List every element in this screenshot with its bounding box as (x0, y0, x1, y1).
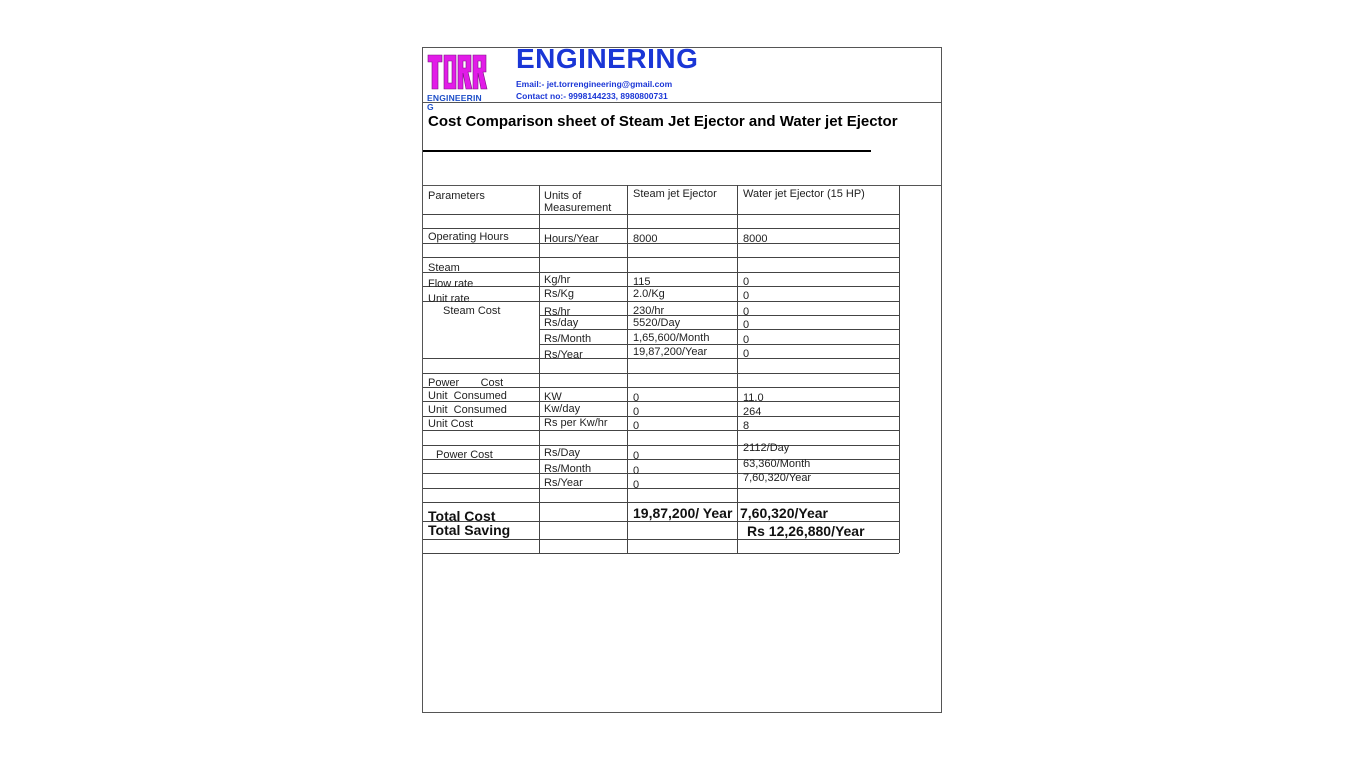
steam-cost-year: 19,87,200/Year (633, 346, 708, 358)
table-row-line (423, 430, 899, 431)
water-operating-hours: 8000 (743, 233, 768, 245)
water-unit-consumed-kw: 11.0 (743, 392, 764, 404)
table-row-line (423, 358, 899, 359)
unit-rs-per-kw-hr: Rs per Kw/hr (544, 417, 608, 429)
table-row-line (423, 286, 899, 287)
unit-rs-kg: Rs/Kg (544, 288, 574, 300)
unit-rs-day: Rs/day (544, 317, 579, 329)
unit-kg-hr: Kg/hr (544, 274, 571, 286)
unit-power-rs-day: Rs/Day (544, 447, 581, 459)
steam-cost-hr: 230/hr (633, 305, 665, 317)
table-row-line (423, 473, 899, 474)
column-header-units: Units of Measurement (544, 190, 612, 214)
param-unit-consumed-day: Unit Consumed (428, 404, 507, 416)
table-col-line (899, 185, 900, 553)
label-total-cost: Total Cost (428, 508, 496, 524)
brand-name: ENGINERING (516, 43, 699, 74)
steam-unit-rate: 2.0/Kg (633, 288, 665, 300)
param-flow-rate: Flow rate (428, 278, 474, 290)
unit-power-rs-month: Rs/Month (544, 463, 592, 475)
table-row-line (423, 502, 899, 503)
param-unit-rate: Unit rate (428, 293, 470, 305)
cost-comparison-table (423, 48, 941, 712)
table-row-line (423, 257, 899, 258)
steam-operating-hours: 8000 (633, 233, 658, 245)
unit-kw-day: Kw/day (544, 403, 581, 415)
table-row-line (539, 344, 899, 345)
section-power-cost: Power Cost (428, 377, 504, 389)
steam-cost-month: 1,65,600/Month (633, 332, 710, 344)
unit-kw: KW (544, 391, 562, 403)
table-row-line (423, 416, 899, 417)
table-row-line (423, 301, 899, 302)
unit-power-rs-year: Rs/Year (544, 477, 583, 489)
section-steam: Steam (428, 262, 460, 274)
water-total-cost: 7,60,320/Year (740, 505, 828, 521)
unit-hours-year: Hours/Year (544, 233, 599, 245)
steam-unit-consumed-day: 0 (633, 406, 640, 418)
table-row-line (423, 373, 899, 374)
contact-email: Email:- jet.torrengineering@gmail.com (516, 79, 673, 89)
water-flow-rate: 0 (743, 276, 750, 288)
table-row-line (423, 272, 899, 273)
unit-rs-hr: Rs/hr (544, 306, 571, 318)
label-total-saving: Total Saving (428, 522, 511, 538)
table-row-line (539, 329, 899, 330)
water-cost-day: 0 (743, 319, 750, 331)
steam-power-cost-year: 0 (633, 479, 640, 491)
water-cost-month: 0 (743, 334, 750, 346)
water-power-cost-year: 7,60,320/Year (743, 472, 812, 484)
table-col-line (627, 185, 628, 553)
steam-total-cost: 19,87,200/ Year (633, 505, 733, 521)
steam-cost-day: 5520/Day (633, 317, 681, 329)
column-header-parameters: Parameters (428, 190, 485, 202)
steam-unit-consumed-kw: 0 (633, 392, 640, 404)
column-header-water: Water jet Ejector (15 HP) (743, 188, 865, 200)
param-power-cost: Power Cost (436, 449, 493, 461)
unit-rs-month: Rs/Month (544, 333, 592, 345)
param-steam-cost: Steam Cost (443, 305, 501, 317)
param-unit-cost: Unit Cost (428, 418, 474, 430)
table-row-line (423, 553, 899, 554)
table-col-line (539, 185, 540, 553)
steam-power-cost-day: 0 (633, 450, 640, 462)
page-title: Cost Comparison sheet of Steam Jet Ejector and Water jet Ejector (428, 113, 898, 130)
param-operating-hours: Operating Hours (428, 231, 509, 243)
table-row-line (423, 243, 899, 244)
contact-phone: Contact no:- 9998144233, 8980800731 (516, 91, 668, 101)
water-power-cost-day: 2112/Day (743, 442, 790, 454)
water-cost-year: 0 (743, 348, 750, 360)
total-saving-value: Rs 12,26,880/Year (747, 523, 865, 539)
table-row-line (423, 488, 899, 489)
unit-rs-year: Rs/Year (544, 349, 583, 361)
table-row-line (423, 459, 899, 460)
steam-unit-cost: 0 (633, 420, 640, 432)
steam-flow-rate: 115 (633, 276, 651, 288)
table-row-line (423, 539, 899, 540)
water-unit-cost: 8 (743, 420, 750, 432)
document-page (422, 43, 942, 713)
logo-subtext: ENGINEERING (427, 93, 482, 112)
water-cost-hr: 0 (743, 306, 750, 318)
table-row-line (423, 228, 899, 229)
table-row-line (423, 445, 899, 446)
water-unit-consumed-day: 264 (743, 406, 762, 418)
param-unit-consumed-kw: Unit Consumed (428, 390, 507, 402)
water-power-cost-month: 63,360/Month (743, 458, 811, 470)
table-col-line (737, 185, 738, 553)
water-unit-rate: 0 (743, 290, 750, 302)
steam-power-cost-month: 0 (633, 465, 640, 477)
table-row-line (539, 315, 899, 316)
column-header-steam: Steam jet Ejector (633, 188, 717, 200)
table-row-line (423, 214, 899, 215)
